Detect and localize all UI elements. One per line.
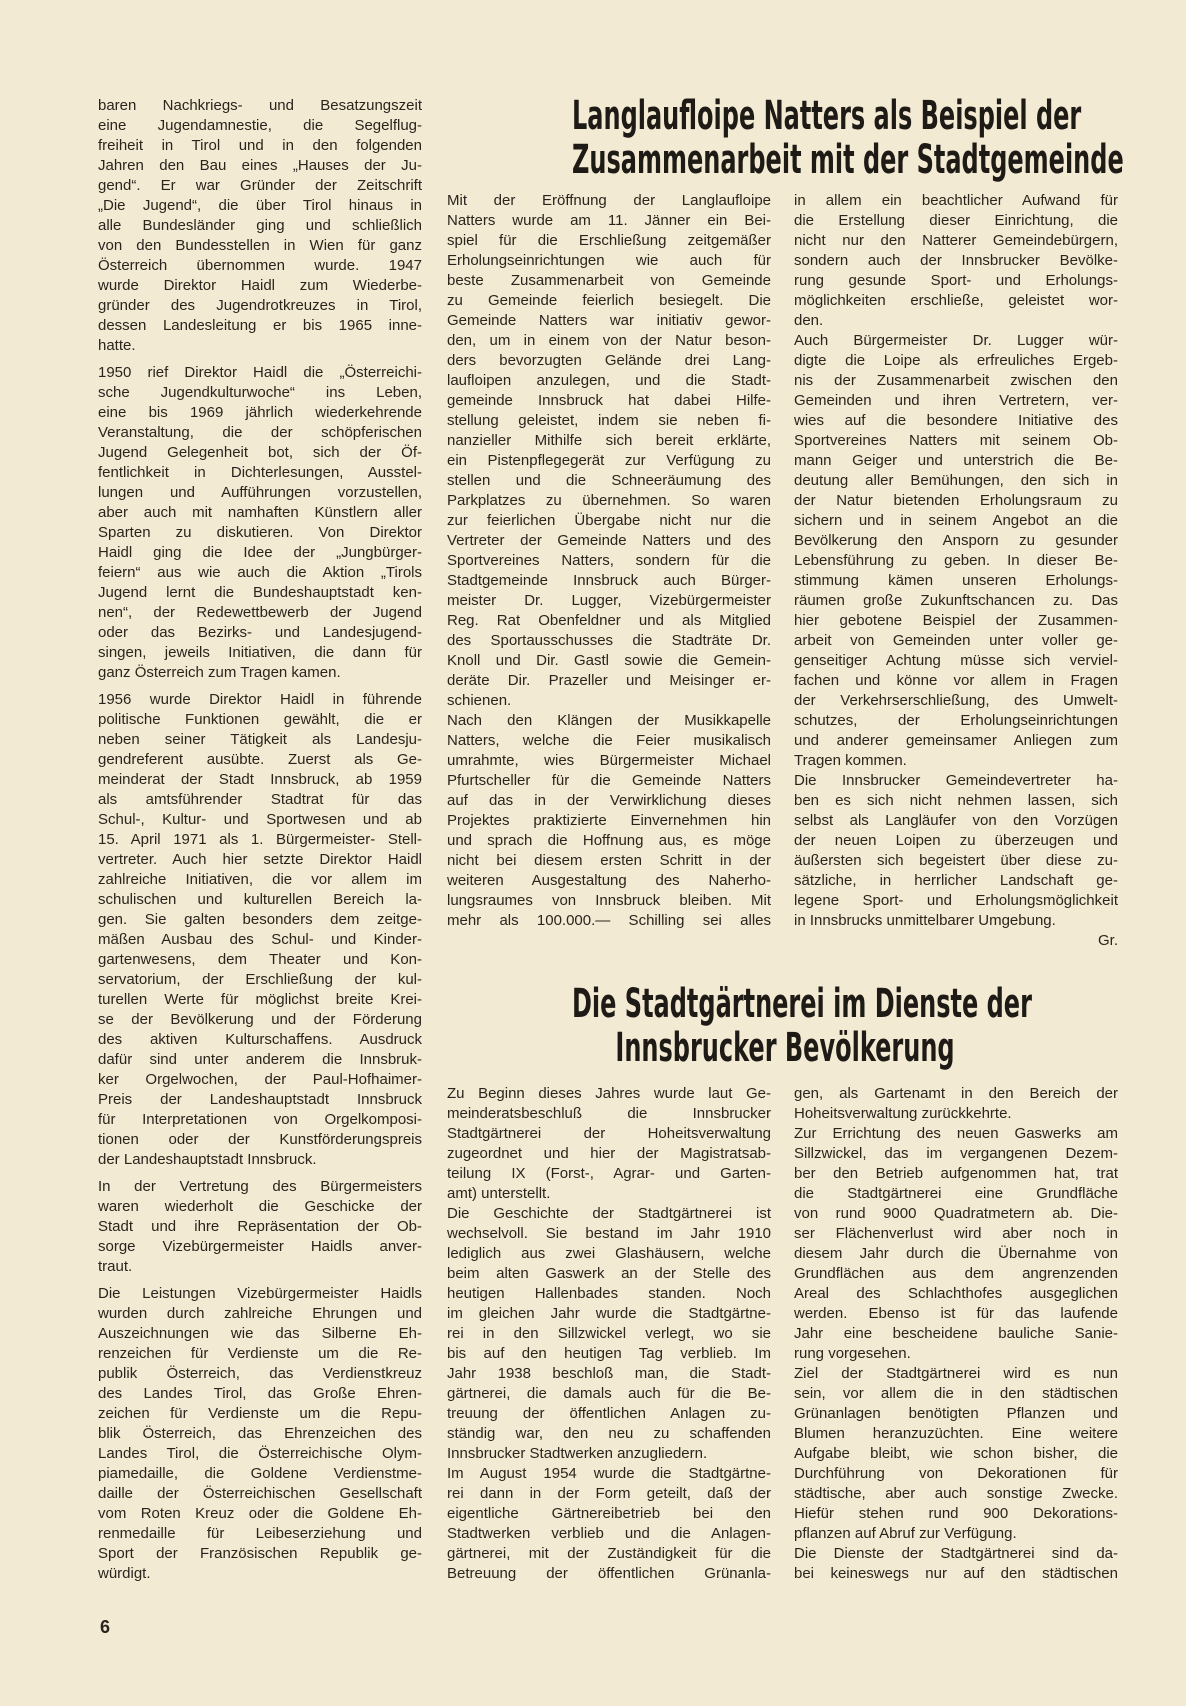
text-line: Preis der Landeshauptstadt Innsbruck xyxy=(98,1091,422,1108)
text-line: teilung IX (Forst-, Agrar- und Garten- xyxy=(447,1165,771,1182)
text-line: Vertreter der Gemeinde Natters und des xyxy=(447,532,771,549)
text-line: Stadtgemeinde Innsbruck auch Bürger- xyxy=(447,572,771,589)
text-line: laufloipen anzulegen, und die Stadt- xyxy=(447,372,771,389)
headline-line: Langlaufloipe Natters als Beispiel der xyxy=(572,93,1082,139)
text-line: se der Bevölkerung und der Förderung xyxy=(98,1011,422,1028)
text-line: Im August 1954 wurde die Stadtgärtne- xyxy=(447,1465,771,1482)
text-line: Sillzwickel, das im vergangenen Dezem- xyxy=(794,1145,1118,1162)
text-line: Tragen kommen. xyxy=(794,752,907,769)
text-line: gendreferent ausübte. Zuerst als Ge- xyxy=(98,751,422,768)
text-line: der Natur bietenden Erholungsraum zu xyxy=(794,492,1118,509)
text-line: treuung der öffentlichen Anlagen zu- xyxy=(447,1405,771,1422)
text-line: auf das in der Verwirklichung dieses xyxy=(447,792,771,809)
text-line: digte die Loipe als erfreuliches Ergeb- xyxy=(794,352,1118,369)
text-line: rei dann in der Form geteilt, daß der xyxy=(447,1485,771,1502)
text-line: des Landes Tirol, das Große Ehren- xyxy=(98,1385,422,1402)
text-line: Jahr 1938 beschloß man, die Stadt- xyxy=(447,1365,771,1382)
paragraph xyxy=(98,96,422,356)
text-line: feiern“ aus wie auch die Aktion „Tirols xyxy=(98,564,422,581)
text-line: hatte. xyxy=(98,337,136,354)
text-line: politische Funktionen gewählt, die er xyxy=(98,711,422,728)
paragraph xyxy=(447,711,771,931)
text-line: wurde Direktor Haidl zum Wiederbe- xyxy=(98,277,422,294)
text-line: hier gebotene Beispiel der Zusammen- xyxy=(794,612,1118,629)
article1-column-1 xyxy=(447,191,771,931)
headline-langlaufloipe xyxy=(430,94,1140,182)
text-line: genseitiger Achtung müsse sich verviel- xyxy=(794,652,1118,669)
text-line: gärtnerei, die damals auch für die Be- xyxy=(447,1385,771,1402)
text-line: die Erstellung dieser Einrichtung, die xyxy=(794,212,1118,229)
text-line: gartenwesens, dem Theater und Kon- xyxy=(98,951,422,968)
text-line: der Verkehrserschließung, des Umwelt- xyxy=(794,692,1118,709)
text-line: sein, vor allem die in den städtischen xyxy=(794,1385,1118,1402)
text-line: Durchführung von Dekorationen für xyxy=(794,1465,1118,1482)
text-line: meinderat der Stadt Innsbruck, ab 1959 xyxy=(98,771,422,788)
text-line: nicht nur den Natterer Gemeindebürgern, xyxy=(794,232,1118,249)
paragraph xyxy=(447,191,771,711)
text-line: ständig war, den neu zu schaffenden xyxy=(447,1425,771,1442)
text-line: heutigen Hallenbades standen. Noch xyxy=(447,1285,771,1302)
text-line: gemeinde Innsbruck hat dabei Hilfe- xyxy=(447,392,771,409)
text-line: publik Österreich, das Verdienstkreuz xyxy=(98,1365,422,1382)
text-line: wurden durch zahlreiche Ehrungen und xyxy=(98,1305,422,1322)
text-line: Blumen heranzuzüchten. Eine weitere xyxy=(794,1425,1118,1442)
paragraph xyxy=(794,1544,1118,1584)
text-line: Jahren den Bau eines „Hauses der Ju- xyxy=(98,157,422,174)
text-line: lungen und Aufführungen vorzustellen, xyxy=(98,484,422,501)
text-line: legene Sport- und Erholungsmöglichkeit xyxy=(794,892,1118,909)
text-line: werden. Ebenso ist für das laufende xyxy=(794,1305,1118,1322)
text-line: lediglich aus zwei Glashäusern, welche xyxy=(447,1245,771,1262)
text-line: dessen Landesleitung er bis 1965 inne- xyxy=(98,317,422,334)
text-line: möglichkeiten erschließe, geleistet wor- xyxy=(794,292,1118,309)
text-line: nen“, der Redewettbewerb der Jugend xyxy=(98,604,422,621)
text-line: stellen und die Schneeräumung des xyxy=(447,472,771,489)
text-line: zahlreiche Initiativen, die vor allem im xyxy=(98,871,422,888)
text-line: lungsraumes von Innsbruck bleiben. Mit xyxy=(447,892,771,909)
text-line: 1950 rief Direktor Haidl die „Österreichi- xyxy=(98,364,422,381)
text-line: und sprach die Hoffnung aus, es möge xyxy=(447,832,771,849)
text-line: Parkplatzes zu übernehmen. So waren xyxy=(447,492,771,509)
headline-stadtgaertnerei xyxy=(430,982,1140,1070)
text-line: ganz Österreich zum Tragen kamen. xyxy=(98,664,341,681)
text-line: weiteren Ausgestaltung des Naherho- xyxy=(447,872,771,889)
text-line: Veranstaltung, die der schöpferischen xyxy=(98,424,422,441)
text-line: im gleichen Jahr wurde die Stadtgärtne- xyxy=(447,1305,771,1322)
text-line: Reg. Rat Obenfeldner und als Mitglied xyxy=(447,612,771,629)
text-line: ber den Betrieb aufgenommen hat, trat xyxy=(794,1165,1118,1182)
text-line: eine bis 1969 jährlich wiederkehrende xyxy=(98,404,422,421)
paragraph xyxy=(98,1177,422,1277)
text-line: traut. xyxy=(98,1258,133,1275)
text-line: turellen Werte für möglichst breite Krei- xyxy=(98,991,422,1008)
text-line: gend“. Er war Gründer der Zeitschrift xyxy=(98,177,422,194)
text-line: Lebensführung zu geben. In dieser Be- xyxy=(794,552,1118,569)
paragraph xyxy=(794,771,1118,931)
text-line: gründer des Jugendrotkreuzes in Tirol, xyxy=(98,297,422,314)
text-line: arbeit von Gemeinden unter voller ge- xyxy=(794,632,1118,649)
text-line: Gemeinde Natters war initiativ gewor- xyxy=(447,312,771,329)
text-line: mann Geiger und unterstrich die Be- xyxy=(794,452,1118,469)
text-line: als amtsführender Stadtrat für das xyxy=(98,791,422,808)
text-line: piamedaille, die Goldene Verdienstme- xyxy=(98,1465,422,1482)
text-line: pflanzen auf Abruf zur Verfügung. xyxy=(794,1525,1017,1542)
text-line: Sparten zu diskutieren. Von Direktor xyxy=(98,524,422,541)
text-line: amt) unterstellt. xyxy=(447,1185,551,1202)
text-line: deräte Dir. Prazeller und Meisinger er- xyxy=(447,672,771,689)
text-line: ders bevorzugten Gelände drei Lang- xyxy=(447,352,771,369)
text-line: Jahr eine bescheidene bauliche Sanie- xyxy=(794,1325,1118,1342)
text-line: diesem Jahr durch die Übernahme von xyxy=(794,1245,1118,1262)
text-line: Stadtgärtnerei der Hoheitsverwaltung xyxy=(447,1125,771,1142)
text-line: gen, als Gartenamt in den Bereich der xyxy=(794,1085,1118,1102)
text-line: waren wiederholt die Geschicke der xyxy=(98,1198,422,1215)
text-line: 1956 wurde Direktor Haidl in führende xyxy=(98,691,422,708)
text-line: für Interpretationen von Orgelkomposi- xyxy=(98,1111,422,1128)
text-line: den. xyxy=(794,312,824,329)
paragraph xyxy=(447,1084,771,1204)
text-line: rung vorgesehen. xyxy=(794,1345,911,1362)
paragraph xyxy=(794,1364,1118,1544)
article2-column-2 xyxy=(794,1084,1118,1584)
article1-signature-wrap xyxy=(794,931,1118,951)
text-line: daille der Österreichischen Gesellschaft xyxy=(98,1485,422,1502)
text-line: Gemeinden und ihren Vertretern, ver- xyxy=(794,392,1118,409)
page-number: 6 xyxy=(100,1617,111,1637)
text-line: sche Jugendkulturwoche“ ins Leben, xyxy=(98,384,422,401)
text-line: die Stadtgärtnerei eine Grundfläche xyxy=(794,1185,1118,1202)
left-column xyxy=(98,96,422,1591)
text-line: Zu Beginn dieses Jahres wurde laut Ge- xyxy=(447,1085,771,1102)
text-line: schienen. xyxy=(447,692,512,709)
paragraph xyxy=(447,1464,771,1584)
text-line: zur feierlichen Übergabe nicht nur die xyxy=(447,512,771,529)
text-line: Betreuung der öffentlichen Grünanla- xyxy=(447,1565,771,1582)
text-line: Auch Bürgermeister Dr. Lugger wür- xyxy=(794,332,1118,349)
text-line: Knoll und Dir. Gastl sowie die Gemein- xyxy=(447,652,771,669)
text-line: renmedaille für Leibeserziehung und xyxy=(98,1525,422,1542)
text-line: Die Leistungen Vizebürgermeister Haidls xyxy=(98,1285,422,1302)
paragraph xyxy=(98,1284,422,1584)
text-line: eine Jugendamnestie, die Segelflug- xyxy=(98,117,422,134)
text-line: ein Pistenpflegegerät zur Verfügung zu xyxy=(447,452,771,469)
text-line: Die Innsbrucker Gemeindevertreter ha- xyxy=(794,772,1118,789)
text-line: sätzliche, in herrlicher Landschaft ge- xyxy=(794,872,1118,889)
text-line: selbst als Langläufer von den Vorzügen xyxy=(794,812,1118,829)
text-line: sorge Vizebürgermeister Haidls anver- xyxy=(98,1238,422,1255)
text-line: mäßen Ausbau des Schul- und Kinder- xyxy=(98,931,422,948)
text-line: Mit der Eröffnung der Langlaufloipe xyxy=(447,192,771,209)
text-line: aber auch mit namhaften Künstlern aller xyxy=(98,504,422,521)
text-line: Haidl ging die Idee der „Jungbürger- xyxy=(98,544,422,561)
text-line: renzeichen für Verdienste um die Re- xyxy=(98,1345,422,1362)
text-line: in allem ein beachtlicher Aufwand für xyxy=(794,192,1118,209)
text-line: Die Geschichte der Stadtgärtnerei ist xyxy=(447,1205,771,1222)
text-line: des Sportausschusses die Stadträte Dr. xyxy=(447,632,771,649)
text-line: der Landeshauptstadt Innsbruck. xyxy=(98,1151,317,1168)
text-line: Pfurtscheller für die Gemeinde Natters xyxy=(447,772,771,789)
text-line: Aufgabe bleibt, wie schon bisher, die xyxy=(794,1445,1118,1462)
text-line: stellung geleistet, indem sie neben fi- xyxy=(447,412,771,429)
text-line: servatorium, der Erschließung der kul- xyxy=(98,971,422,988)
text-line: Sportvereines Natters mit seinem Ob- xyxy=(794,432,1118,449)
paragraph xyxy=(98,363,422,683)
text-line: Erholungseinrichtungen wie auch für xyxy=(447,252,771,269)
text-line: eigentliche Gärtnereibetrieb bei den xyxy=(447,1505,771,1522)
text-line: schutzes, der Erholungseinrichtungen xyxy=(794,712,1118,729)
text-line: von rund 9000 Quadratmetern ab. Die- xyxy=(794,1205,1118,1222)
text-line: Sportvereines Natters, sondern für die xyxy=(447,552,771,569)
text-line: der neuen Loipen zu überzeugen und xyxy=(794,832,1118,849)
text-line: 15. April 1971 als 1. Bürgermeister- Stell- xyxy=(98,831,422,848)
text-line: Hiefür stehen rund 900 Dekorations- xyxy=(794,1505,1118,1522)
text-line: Innsbrucker Stadtwerken anzugliedern. xyxy=(447,1445,708,1462)
text-line: neben seiner Tätigkeit als Landesju- xyxy=(98,731,422,748)
text-line: blik Österreich, das Ehrenzeichen des xyxy=(98,1425,422,1442)
text-line: „Die Jugend“, die über Tirol hinaus in xyxy=(98,197,422,214)
text-line: Bevölkerung den Ansporn zu gesunder xyxy=(794,532,1118,549)
text-line: tionen oder der Kunstförderungspreis xyxy=(98,1131,422,1148)
paragraph xyxy=(447,1204,771,1464)
text-line: oder das Bezirks- und Landesjugend- xyxy=(98,624,422,641)
text-line: Jugend Gelegenheit bot, sich der Öf- xyxy=(98,444,422,461)
text-line: gärtnerei, mit der Zuständigkeit für die xyxy=(447,1545,771,1562)
paragraph xyxy=(794,331,1118,771)
text-line: Grundflächen aus dem angrenzenden xyxy=(794,1265,1118,1282)
text-line: nanzieller Mithilfe sich bereit erklärte, xyxy=(447,432,771,449)
text-line: alle Bundesländer ging und schließlich xyxy=(98,217,422,234)
text-line: Hoheitsverwaltung zurückkehrte. xyxy=(794,1105,1012,1122)
text-line: sondern auch der Innsbrucker Bevölke- xyxy=(794,252,1118,269)
text-line: Landes Tirol, die Österreichische Olym- xyxy=(98,1445,422,1462)
text-line: meister Dr. Lugger, Vizebürgermeister xyxy=(447,592,771,609)
text-line: bis auf den heutigen Tag verblieb. Im xyxy=(447,1345,771,1362)
text-line: umrahmte, wies Bürgermeister Michael xyxy=(447,752,771,769)
text-line: von den Bundesstellen in Wien für ganz xyxy=(98,237,422,254)
headline-line: Innsbrucker Bevölkerung xyxy=(615,1025,955,1071)
text-line: und anderer gemeinsamer Anliegen zum xyxy=(794,732,1118,749)
text-line: äußersten sich begeistert über diese zu- xyxy=(794,852,1118,869)
text-line: Projektes praktizierte Einvernehmen hin xyxy=(447,812,771,829)
text-line: Stadtwerken verblieb und die Anlagen- xyxy=(447,1525,771,1542)
text-line: vom Roten Kreuz oder die Goldene Eh- xyxy=(98,1505,422,1522)
text-line: freiheit in Tirol und in den folgenden xyxy=(98,137,422,154)
text-line: schulischen und kulturellen Bereich la- xyxy=(98,891,422,908)
paragraph xyxy=(794,1124,1118,1364)
text-line: Nach den Klängen der Musikkapelle xyxy=(447,712,771,729)
text-line: spiel für die Erschließung zeitgemäßer xyxy=(447,232,771,249)
text-line: räumen große Zukunftschancen zu. Das xyxy=(794,592,1118,609)
text-line: Natters wurde am 11. Jänner ein Bei- xyxy=(447,212,771,229)
text-line: ben es sich nicht nehmen lassen, sich xyxy=(794,792,1118,809)
headline-line: Zusammenarbeit mit der Stadtgemeinde xyxy=(572,137,1124,183)
text-line: mehr als 100.000.— Schilling sei alles xyxy=(447,912,771,929)
text-line: Auszeichnungen wie das Silberne Eh- xyxy=(98,1325,422,1342)
article1-signature: Gr. xyxy=(1097,932,1118,949)
text-line: Jugend lernt die Bundeshauptstadt ken- xyxy=(98,584,422,601)
text-line: Stadt und ihre Repräsentation der Ob- xyxy=(98,1218,422,1235)
text-line: rei in den Sillzwickel verlegt, wo sie xyxy=(447,1325,771,1342)
text-line: den, um in einem von der Natur beson- xyxy=(447,332,771,349)
text-line: beim alten Gaswerk an der Stelle des xyxy=(447,1265,771,1282)
paragraph xyxy=(98,690,422,1170)
text-line: meinderatsbeschluß die Innsbrucker xyxy=(447,1105,771,1122)
text-line: baren Nachkriegs- und Besatzungszeit xyxy=(98,97,422,114)
text-line: Areal des Schlachthofes ausgeglichen xyxy=(794,1285,1118,1302)
text-line: zu Gemeinde feierlich besiegelt. Die xyxy=(447,292,771,309)
headline-line: Die Stadtgärtnerei im Dienste der xyxy=(572,981,1032,1027)
text-line: Schul-, Kultur- und Sportwesen und ab xyxy=(98,811,422,828)
article2-column-1 xyxy=(447,1084,771,1584)
text-line: Die Dienste der Stadtgärtnerei sind da- xyxy=(794,1545,1118,1562)
text-line: wechselvoll. Sie bestand im Jahr 1910 xyxy=(447,1225,771,1242)
text-line: nis der Zusammenarbeit zwischen den xyxy=(794,372,1118,389)
paragraph xyxy=(794,191,1118,331)
text-line: in Innsbrucks unmittelbarer Umgebung. xyxy=(794,912,1056,929)
text-line: rung gesunde Sport- und Erholungs- xyxy=(794,272,1118,289)
text-line: zeichen für Verdienste um die Repu- xyxy=(98,1405,422,1422)
text-line: bei keineswegs nur auf den städtischen xyxy=(794,1565,1118,1582)
text-line: singen, jeweils Initiativen, die dann für xyxy=(98,644,422,661)
paragraph xyxy=(794,1084,1118,1124)
text-line: Österreich übernommen wurde. 1947 xyxy=(98,257,422,274)
text-line: städtische, aber auch sonstige Zwecke. xyxy=(794,1485,1118,1502)
text-line: fentlichkeit in Dichterlesungen, Ausstel- xyxy=(98,464,422,481)
text-line: dafür sind unter anderem die Innsbruk- xyxy=(98,1051,422,1068)
text-line: stimmung kämen unseren Erholungs- xyxy=(794,572,1118,589)
text-line: fachen und könne vor allem in Fragen xyxy=(794,672,1118,689)
article1-column-2 xyxy=(794,191,1118,931)
text-line: sichern und in seinem Angebot an die xyxy=(794,512,1118,529)
text-line: ker Orgelwochen, der Paul-Hofhaimer- xyxy=(98,1071,422,1088)
text-line: nicht bei diesem ersten Schritt in der xyxy=(447,852,771,869)
text-line: beste Zusammenarbeit von Gemeinde xyxy=(447,272,771,289)
text-line: deutung aller Bemühungen, den sich in xyxy=(794,472,1118,489)
text-line: zugeordnet und hier der Magistratsab- xyxy=(447,1145,771,1162)
text-line: vertreter. Auch hier setzte Direktor Haidl xyxy=(98,851,422,868)
text-line: Grünanlagen benötigten Pflanzen und xyxy=(794,1405,1118,1422)
text-line: wies auf die besondere Initiative des xyxy=(794,412,1118,429)
text-line: Ziel der Stadtgärtnerei wird es nun xyxy=(794,1365,1118,1382)
text-line: In der Vertretung des Bürgermeisters xyxy=(98,1178,422,1195)
text-line: gen. Sie galten besonders dem zeitge- xyxy=(98,911,422,928)
text-line: des aktiven Kulturschaffens. Ausdruck xyxy=(98,1031,422,1048)
text-line: ser Flächenverlust wird aber noch in xyxy=(794,1225,1118,1242)
text-line: Natters, welche die Feier musikalisch xyxy=(447,732,771,749)
text-line: Zur Errichtung des neuen Gaswerks am xyxy=(794,1125,1118,1142)
text-line: würdigt. xyxy=(98,1565,151,1582)
text-line: Sport der Französischen Republik ge- xyxy=(98,1545,422,1562)
